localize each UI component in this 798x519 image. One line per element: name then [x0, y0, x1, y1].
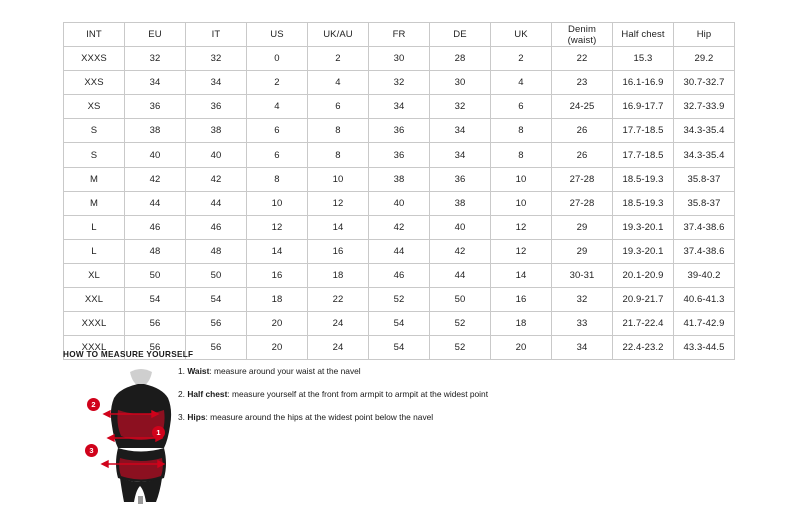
- table-cell: 29: [552, 215, 613, 239]
- table-cell: 54: [369, 336, 430, 360]
- table-column-header: IT: [186, 23, 247, 47]
- table-cell: 34: [369, 95, 430, 119]
- table-cell: 22.4-23.2: [613, 336, 674, 360]
- table-cell: XXL: [64, 288, 125, 312]
- table-column-header: DE: [430, 23, 491, 47]
- measure-note-index: 1.: [178, 366, 185, 376]
- table-cell: 34.3-35.4: [674, 119, 735, 143]
- size-table-head: [64, 23, 735, 47]
- table-cell: 18: [308, 263, 369, 287]
- table-cell: 52: [430, 312, 491, 336]
- table-column-header: UK: [491, 23, 552, 47]
- table-cell: 18.5-19.3: [613, 191, 674, 215]
- table-cell: 32: [430, 95, 491, 119]
- table-cell: 30.7-32.7: [674, 71, 735, 95]
- table-cell: 48: [125, 239, 186, 263]
- table-cell: 19.3-20.1: [613, 239, 674, 263]
- table-cell: 6: [491, 95, 552, 119]
- table-cell: 16.9-17.7: [613, 95, 674, 119]
- table-cell: 34: [430, 119, 491, 143]
- table-cell: 36: [369, 119, 430, 143]
- table-cell: 40: [125, 143, 186, 167]
- table-row: [64, 71, 735, 95]
- table-cell: L: [64, 215, 125, 239]
- table-cell: 50: [430, 288, 491, 312]
- table-cell: M: [64, 191, 125, 215]
- table-cell: 10: [491, 167, 552, 191]
- table-row: [64, 312, 735, 336]
- how-to-measure-title: HOW TO MEASURE YOURSELF: [63, 350, 194, 359]
- table-cell: 32.7-33.9: [674, 95, 735, 119]
- table-row: [64, 215, 735, 239]
- table-cell: 42: [430, 239, 491, 263]
- table-cell: 34: [552, 336, 613, 360]
- table-cell: 20: [247, 336, 308, 360]
- measure-note-term: Half chest: [187, 389, 228, 400]
- table-cell: 44: [369, 239, 430, 263]
- table-cell: 20: [491, 336, 552, 360]
- table-cell: 34.3-35.4: [674, 143, 735, 167]
- table-cell: 56: [186, 312, 247, 336]
- table-cell: 28: [430, 47, 491, 71]
- table-cell: 38: [430, 191, 491, 215]
- measure-notes: [178, 366, 598, 435]
- table-cell: 35.8-37: [674, 167, 735, 191]
- table-cell: 44: [186, 191, 247, 215]
- table-cell: S: [64, 143, 125, 167]
- table-cell: 8: [491, 143, 552, 167]
- table-row: [64, 47, 735, 71]
- table-row: [64, 288, 735, 312]
- table-cell: 23: [552, 71, 613, 95]
- table-cell: 18: [247, 288, 308, 312]
- table-cell: 30: [369, 47, 430, 71]
- table-cell: 10: [247, 191, 308, 215]
- table-cell: 52: [430, 336, 491, 360]
- size-table-body: [64, 47, 735, 360]
- measure-note-term: Hips: [187, 412, 206, 423]
- table-row: [64, 167, 735, 191]
- table-column-header: Hip: [674, 23, 735, 47]
- table-cell: 14: [247, 239, 308, 263]
- table-cell: 37.4-38.6: [674, 239, 735, 263]
- table-column-header: US: [247, 23, 308, 47]
- table-cell: 36: [430, 167, 491, 191]
- table-cell: 19.3-20.1: [613, 215, 674, 239]
- table-cell: 34: [430, 143, 491, 167]
- table-cell: 4: [308, 71, 369, 95]
- table-cell: 8: [308, 119, 369, 143]
- table-cell: 44: [430, 263, 491, 287]
- table-cell: 24: [308, 336, 369, 360]
- table-cell: 40: [430, 215, 491, 239]
- table-column-header: INT: [64, 23, 125, 47]
- table-cell: 36: [186, 95, 247, 119]
- table-cell: 17.7-18.5: [613, 119, 674, 143]
- table-cell: 8: [308, 143, 369, 167]
- table-cell: 4: [247, 95, 308, 119]
- table-row: [64, 95, 735, 119]
- measure-badge-3: 3: [85, 444, 98, 457]
- table-cell: 2: [247, 71, 308, 95]
- table-cell: 16: [308, 239, 369, 263]
- measure-note-text: : measure around the hips at the widest point below the navel: [205, 412, 434, 423]
- table-column-header: FR: [369, 23, 430, 47]
- table-cell: 6: [308, 95, 369, 119]
- table-cell: 54: [125, 288, 186, 312]
- table-column-header: Half chest: [613, 23, 674, 47]
- table-cell: 37.4-38.6: [674, 215, 735, 239]
- table-cell: 16: [491, 288, 552, 312]
- table-cell: 30-31: [552, 263, 613, 287]
- measure-badge-1: 1: [152, 426, 165, 439]
- measure-note-text: : measure around your waist at the navel: [209, 366, 361, 376]
- table-cell: 24: [308, 312, 369, 336]
- table-cell: 29: [552, 239, 613, 263]
- measure-note: [178, 412, 598, 422]
- table-cell: 2: [308, 47, 369, 71]
- table-cell: 20.1-20.9: [613, 263, 674, 287]
- table-cell: 8: [491, 119, 552, 143]
- table-cell: 39-40.2: [674, 263, 735, 287]
- table-cell: 14: [308, 215, 369, 239]
- table-cell: 2: [491, 47, 552, 71]
- table-cell: 6: [247, 119, 308, 143]
- table-cell: 52: [369, 288, 430, 312]
- table-cell: L: [64, 239, 125, 263]
- table-cell: XS: [64, 95, 125, 119]
- table-cell: 30: [430, 71, 491, 95]
- table-cell: 20.9-21.7: [613, 288, 674, 312]
- table-cell: 8: [247, 167, 308, 191]
- table-row: [64, 263, 735, 287]
- measure-note: [178, 389, 598, 399]
- table-cell: 40: [186, 143, 247, 167]
- table-cell: 50: [186, 263, 247, 287]
- table-cell: S: [64, 119, 125, 143]
- table-cell: 20: [247, 312, 308, 336]
- table-cell: 12: [247, 215, 308, 239]
- table-cell: 0: [247, 47, 308, 71]
- table-cell: 18.5-19.3: [613, 167, 674, 191]
- table-cell: 42: [369, 215, 430, 239]
- table-cell: M: [64, 167, 125, 191]
- table-cell: 32: [552, 288, 613, 312]
- measure-note: [178, 366, 598, 376]
- table-cell: 27-28: [552, 167, 613, 191]
- table-cell: XL: [64, 263, 125, 287]
- table-cell: 46: [186, 215, 247, 239]
- table-cell: 12: [491, 215, 552, 239]
- table-cell: 40.6-41.3: [674, 288, 735, 312]
- table-cell: 12: [491, 239, 552, 263]
- table-cell: 54: [369, 312, 430, 336]
- table-cell: 38: [369, 167, 430, 191]
- table-cell: 50: [125, 263, 186, 287]
- table-cell: 26: [552, 143, 613, 167]
- measure-note-index: 2.: [178, 389, 185, 400]
- measure-note-text: : measure yourself at the front from armpit to armpit at the widest point: [227, 389, 489, 400]
- table-cell: 56: [125, 336, 186, 360]
- table-cell: 40: [369, 191, 430, 215]
- table-cell: 15.3: [613, 47, 674, 71]
- table-cell: 42: [186, 167, 247, 191]
- measure-note-index: 3.: [178, 412, 185, 423]
- table-cell: 18: [491, 312, 552, 336]
- measure-note-term: Waist: [187, 366, 210, 376]
- table-cell: 10: [491, 191, 552, 215]
- table-cell: 33: [552, 312, 613, 336]
- table-cell: 35.8-37: [674, 191, 735, 215]
- table-cell: XXXL: [64, 336, 125, 360]
- table-cell: 38: [125, 119, 186, 143]
- size-table-container: [63, 22, 735, 360]
- table-cell: 27-28: [552, 191, 613, 215]
- table-cell: 38: [186, 119, 247, 143]
- table-cell: 17.7-18.5: [613, 143, 674, 167]
- table-cell: 26: [552, 119, 613, 143]
- table-cell: 32: [125, 47, 186, 71]
- table-cell: 21.7-22.4: [613, 312, 674, 336]
- table-row: [64, 143, 735, 167]
- table-header-row: [64, 23, 735, 47]
- table-cell: 34: [125, 71, 186, 95]
- table-cell: 14: [491, 263, 552, 287]
- table-cell: 6: [247, 143, 308, 167]
- table-cell: 32: [186, 47, 247, 71]
- table-cell: 44: [125, 191, 186, 215]
- table-cell: 43.3-44.5: [674, 336, 735, 360]
- table-cell: 22: [308, 288, 369, 312]
- table-cell: 22: [552, 47, 613, 71]
- table-cell: 41.7-42.9: [674, 312, 735, 336]
- table-cell: 46: [369, 263, 430, 287]
- table-column-header: EU: [125, 23, 186, 47]
- table-cell: 48: [186, 239, 247, 263]
- table-cell: 36: [125, 95, 186, 119]
- table-column-header: UK/AU: [308, 23, 369, 47]
- table-cell: 32: [369, 71, 430, 95]
- table-column-header: Denim (waist): [552, 23, 613, 47]
- table-cell: 24-25: [552, 95, 613, 119]
- table-row: [64, 191, 735, 215]
- size-table: [63, 22, 735, 360]
- table-cell: 10: [308, 167, 369, 191]
- table-cell: 56: [125, 312, 186, 336]
- table-cell: XXXS: [64, 47, 125, 71]
- table-cell: XXXL: [64, 312, 125, 336]
- table-cell: 54: [186, 288, 247, 312]
- measure-badge-2: 2: [87, 398, 100, 411]
- table-cell: 36: [369, 143, 430, 167]
- table-cell: 42: [125, 167, 186, 191]
- table-row: [64, 239, 735, 263]
- table-cell: 16.1-16.9: [613, 71, 674, 95]
- table-cell: XXS: [64, 71, 125, 95]
- table-cell: 34: [186, 71, 247, 95]
- table-cell: 12: [308, 191, 369, 215]
- table-cell: 16: [247, 263, 308, 287]
- table-row: [64, 119, 735, 143]
- table-cell: 29.2: [674, 47, 735, 71]
- table-cell: 46: [125, 215, 186, 239]
- table-cell: 56: [186, 336, 247, 360]
- table-cell: 4: [491, 71, 552, 95]
